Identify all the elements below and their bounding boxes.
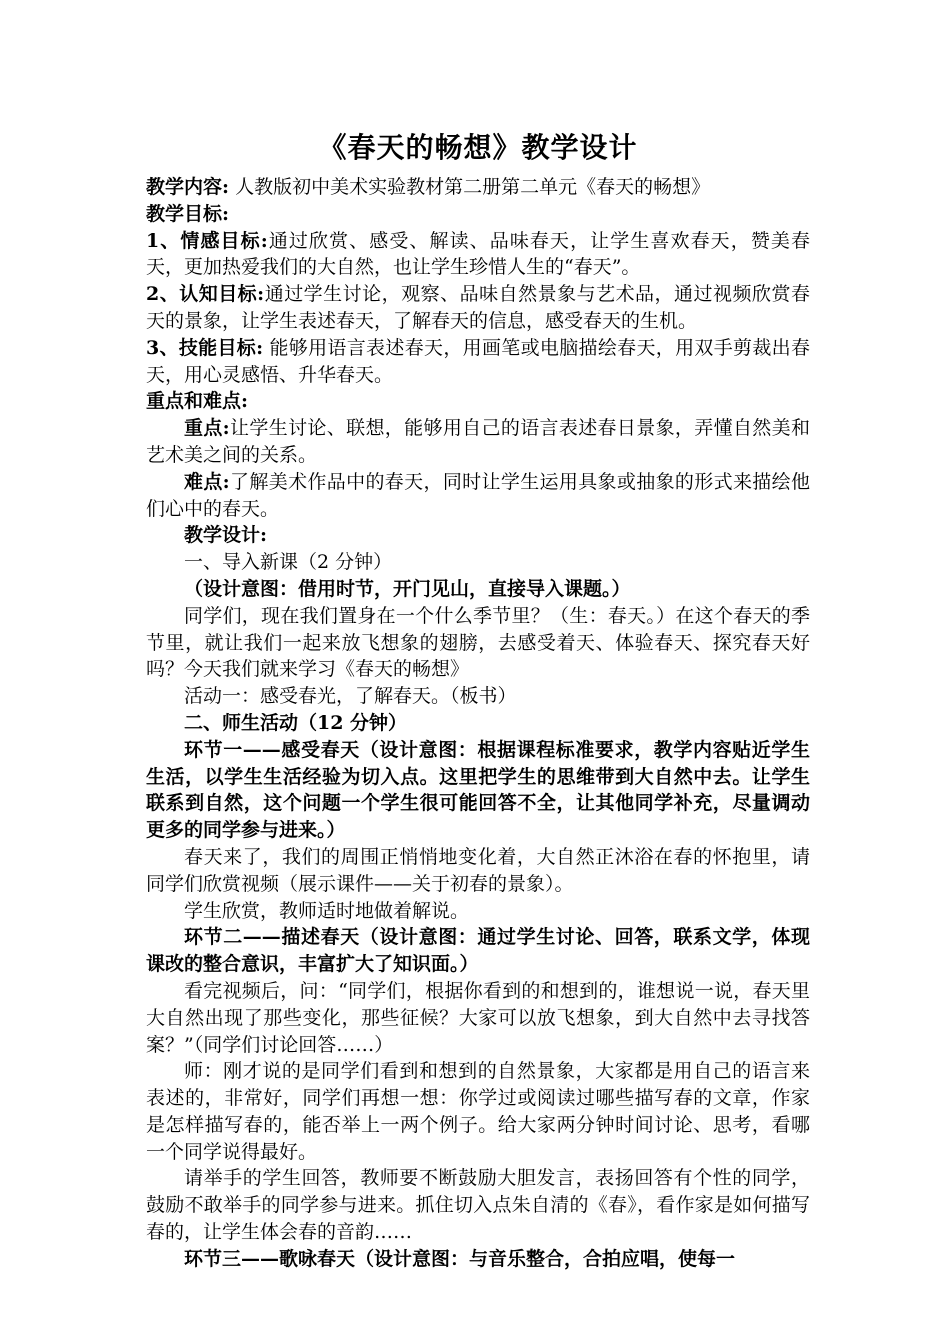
teaching-content <box>146 174 810 201</box>
teaching-goals-heading: 教学目标: <box>146 202 230 225</box>
keypoints-heading: 重点和难点: <box>146 390 249 413</box>
link-1-paragraph-1: 春天来了，我们的周围正悄悄地变化着，大自然正沐浴在春的怀抱里，请同学们欣赏视频（展示课件——关于初春的景象）。 <box>146 845 810 895</box>
goal-emotion-label: 1、情感目标: <box>146 229 268 252</box>
goal-skill-label: 3、技能目标: <box>146 336 264 359</box>
link-2-paragraph-2: 师：刚才说的是同学们看到和想到的自然景象，大家都是用自己的语言来表述的，非常好，同学们再想一想：你学过或阅读过哪些描写春的文章，作家是怎样描写春的，能否举上一两个例子。给大家两分钟时间讨论、思考，看哪一个同学说得最好。 <box>146 1060 810 1163</box>
section-1-paragraph: 同学们，现在我们置身在一个什么季节里？（生：春天。）在这个春天的季节里，就让我们一起来放飞想象的翅膀，去感受着天、体验春天、探究春天好吗？今天我们就来学习《春天的畅想》 <box>146 604 810 681</box>
goal-cognition <box>146 281 810 335</box>
document-page <box>146 128 810 1273</box>
difficult-point-label: 难点: <box>184 470 230 493</box>
teaching-content-text: 人教版初中美术实验教材第二册第二单元《春天的畅想》 <box>235 176 711 198</box>
document-title: 《春天的畅想》教学设计 <box>318 131 638 164</box>
difficult-point-text: 了解美术作品中的春天，同时让学生运用具象或抽象的形式来描绘他们心中的春天。 <box>146 470 810 520</box>
difficult-point <box>146 469 810 523</box>
activity-1: 活动一：感受春光，了解春天。（板书） <box>184 685 517 708</box>
teaching-content-label: 教学内容: <box>146 176 230 198</box>
key-point <box>146 415 810 469</box>
key-point-label: 重点: <box>184 417 230 440</box>
goal-cognition-text: 通过学生讨论，观察、品味自然景象与艺术品，通过视频欣赏春天的景象，让学生表述春天，了解春天的信息，感受春天的生机。 <box>146 283 810 332</box>
goal-emotion-text: 通过欣赏、感受、解读、品味春天，让学生喜欢春天，赞美春天，更加热爱我们的大自然，也让学生珍惜人生的“春天”。 <box>146 229 810 279</box>
section-2-title: 二、师生活动（12 分钟） <box>184 711 408 734</box>
link-1-heading: 环节一——感受春天（设计意图：根据课程标准要求，教学内容贴近学生生活，以学生生活经验为切入点。这里把学生的思维带到大自然中去。让学生联系到自然，这个问题一个学生很可能回答不全，让其他同学补充，尽量调动更多的同学参与进来。） <box>146 738 810 842</box>
link-2-paragraph-3: 请举手的学生回答，教师要不断鼓励大胆发言，表扬回答有个性的同学，鼓励不敢举手的同学参与进来。抓住切入点朱自清的《春》，看作家是如何描写春的，让学生体会春的音韵…… <box>146 1167 810 1244</box>
section-1-intent: （设计意图：借用时节，开门见山，直接导入课题。） <box>184 577 631 600</box>
goal-skill <box>146 335 810 389</box>
goal-skill-text: 能够用语言表述春天，用画笔或电脑描绘春天，用双手剪裁出春天，用心灵感悟、升华春天。 <box>146 336 810 386</box>
link-3-heading: 环节三——歌咏春天（设计意图：与音乐整合，合拍应唱，使每一 <box>184 1247 736 1270</box>
link-2-heading: 环节二——描述春天（设计意图：通过学生讨论、回答，联系文学，体现课改的整合意识，丰富扩大了知识面。） <box>146 926 810 976</box>
goal-emotion <box>146 228 810 282</box>
link-1-paragraph-2: 学生欣赏，教师适时地做着解说。 <box>184 899 470 922</box>
key-point-text: 让学生讨论、联想，能够用自己的语言表述春日景象，弄懂自然美和艺术美之间的关系。 <box>146 417 810 466</box>
link-2-paragraph-1: 看完视频后，问：“同学们，根据你看到的和想到的，谁想说一说，春天里大自然出现了那些变化，那些征候？大家可以放飞想象，到大自然中去寻找答案？”（同学们讨论回答……） <box>146 979 810 1056</box>
section-1-title: 一、导入新课（2 分钟） <box>184 551 393 574</box>
design-heading: 教学设计: <box>184 524 268 547</box>
goal-cognition-label: 2、认知目标: <box>146 283 265 306</box>
